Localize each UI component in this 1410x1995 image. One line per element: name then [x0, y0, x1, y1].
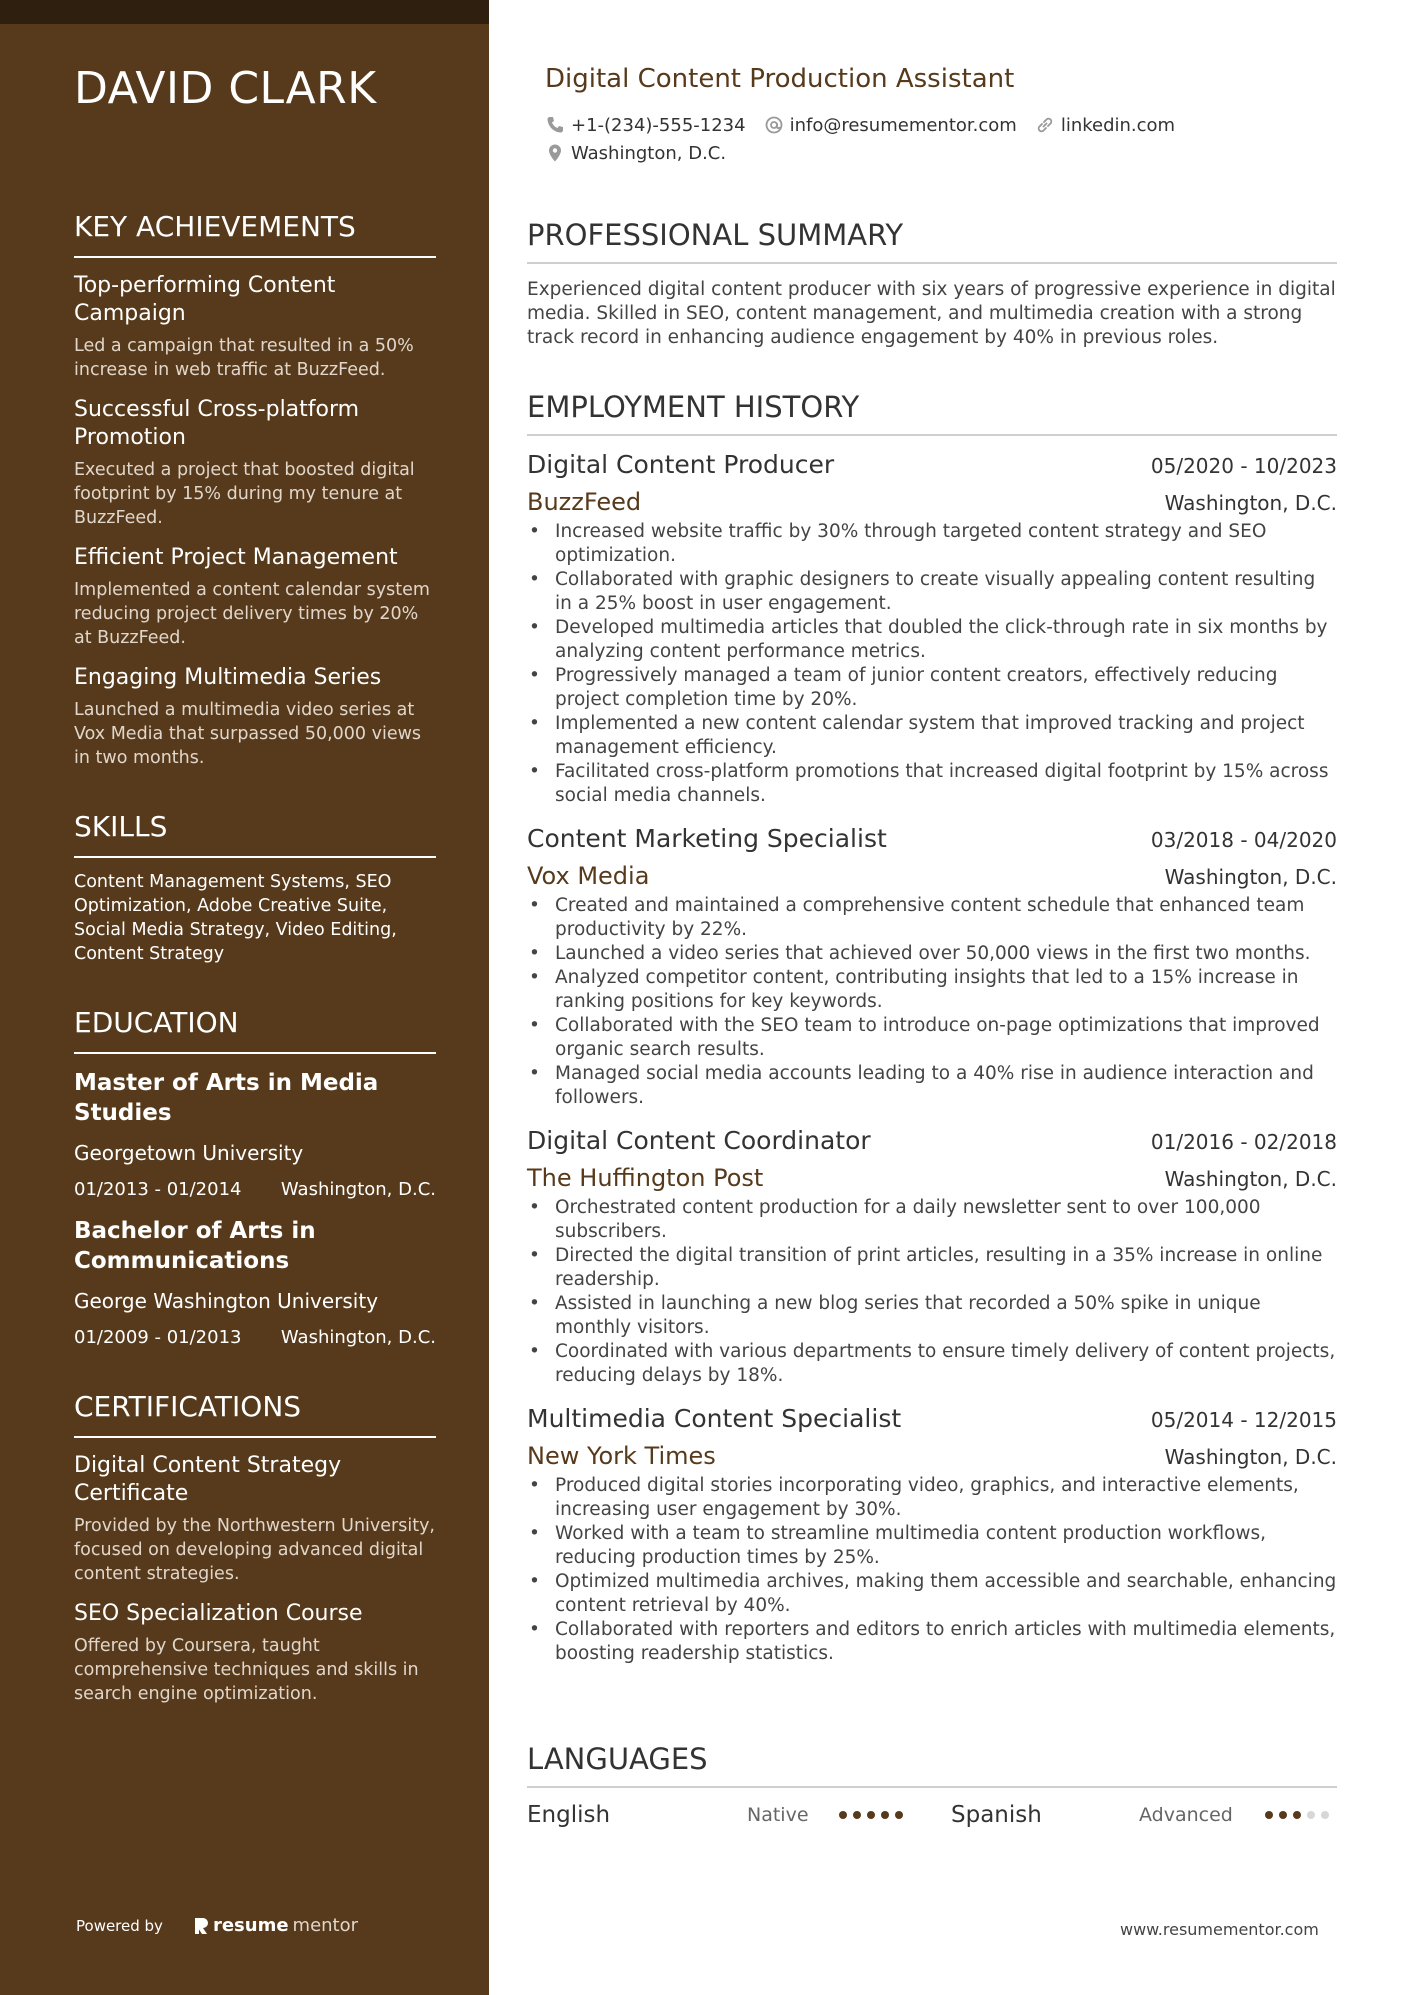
summary-text: Experienced digital content producer with six years of progressive experience in digital media. Skilled in SEO, content management, and multimedia creation with a strong track record in enhancing audience engagement by 40% in previous roles.: [527, 279, 1336, 348]
job-role: Digital Content Producer: [527, 450, 835, 479]
location-pin-icon: [545, 143, 565, 163]
job-bullet: • Directed the digital transition of print articles, resulting in a 35% increase in online readership.: [527, 1244, 1337, 1292]
job-dates: 05/2020 - 10/2023: [1150, 454, 1337, 478]
skills-section: [74, 810, 436, 966]
job-location: Washington, D.C.: [1164, 865, 1337, 889]
achievement-title: Successful Cross-platform Promotion: [74, 397, 360, 450]
job-bullet: • Assisted in launching a new blog series that recorded a 50% spike in unique monthly visitors.: [527, 1292, 1337, 1340]
job-entry: [527, 448, 1337, 808]
job-bullet: • Developed multimedia articles that doubled the click-through rate in six months by analyzing content performance metrics.: [527, 616, 1337, 664]
certification-title: Digital Content Strategy Certificate: [74, 1453, 342, 1506]
skills-heading: SKILLS: [74, 810, 436, 858]
achievement-title: Top-performing Content Campaign: [74, 273, 336, 326]
education-school: George Washington University: [74, 1289, 379, 1313]
language-rating: [1265, 1811, 1329, 1819]
summary-heading: PROFESSIONAL SUMMARY: [527, 218, 1337, 264]
job-role: Multimedia Content Specialist: [527, 1404, 902, 1433]
rating-dot: [853, 1811, 861, 1819]
rating-dot: [1307, 1811, 1315, 1819]
certification-item: [74, 1452, 436, 1586]
job-company: Vox Media: [527, 862, 650, 890]
achievements-heading: KEY ACHIEVEMENTS: [74, 210, 436, 258]
rating-dot: [1279, 1811, 1287, 1819]
achievements-section: [74, 210, 436, 770]
certifications-section: [74, 1390, 436, 1706]
languages-list: [527, 1802, 1337, 1828]
achievement-item: [74, 272, 436, 382]
contact-linkedin-text: linkedin.com: [1060, 114, 1176, 136]
link-icon: [1035, 115, 1055, 135]
language-name: Spanish: [951, 1802, 1042, 1828]
job-entry: [527, 1402, 1337, 1666]
employment-list: [527, 448, 1337, 1680]
headline: Digital Content Production Assistant: [545, 64, 1015, 94]
resumementor-logo-icon: [193, 1916, 209, 1936]
job-role: Content Marketing Specialist: [527, 824, 887, 853]
rating-dot: [1321, 1811, 1329, 1819]
achievement-desc: Executed a project that boosted digital footprint by 15% during my tenure at BuzzFeed.: [74, 460, 415, 528]
job-bullet: • Orchestrated content production for a daily newsletter sent to over 100,000 subscribers.: [527, 1196, 1337, 1244]
job-bullet: • Coordinated with various departments to ensure timely delivery of content projects, reducing delays by 18%.: [527, 1340, 1337, 1388]
job-dates: 01/2016 - 02/2018: [1150, 1130, 1337, 1154]
achievement-desc: Launched a multimedia video series at Vox Media that surpassed 50,000 views in two months.: [74, 700, 422, 768]
brand-name-light: mentor: [292, 1915, 359, 1936]
achievement-item: [74, 396, 436, 530]
language-rating: [839, 1811, 951, 1819]
job-location: Washington, D.C.: [1164, 1167, 1337, 1191]
education-dates: 01/2009 - 01/2013: [74, 1327, 242, 1348]
rating-dot: [1293, 1811, 1301, 1819]
achievement-title: Efficient Project Management: [74, 545, 398, 570]
language-name: English: [527, 1802, 611, 1828]
rating-dot: [895, 1811, 903, 1819]
achievement-item: [74, 544, 436, 650]
education-location: Washington, D.C.: [280, 1179, 436, 1200]
rating-dot: [867, 1811, 875, 1819]
rating-dot: [881, 1811, 889, 1819]
certification-item: [74, 1600, 436, 1706]
job-bullets: [527, 1196, 1337, 1388]
job-company: BuzzFeed: [527, 488, 642, 516]
phone-icon: [545, 115, 565, 135]
job-bullet: • Produced digital stories incorporating video, graphics, and interactive elements, increasing user engagement by 30%.: [527, 1474, 1337, 1522]
achievement-desc: Led a campaign that resulted in a 50% increase in web traffic at BuzzFeed.: [74, 336, 414, 380]
job-bullet: • Collaborated with the SEO team to introduce on-page optimizations that improved organic search results.: [527, 1014, 1337, 1062]
job-dates: 05/2014 - 12/2015: [1150, 1408, 1337, 1432]
job-bullet: • Managed social media accounts leading to a 40% rise in audience interaction and followers.: [527, 1062, 1337, 1110]
education-item: [74, 1216, 436, 1350]
languages-heading: LANGUAGES: [527, 1742, 1337, 1788]
powered-by-label: Powered by: [76, 1916, 163, 1935]
job-bullet: • Optimized multimedia archives, making them accessible and searchable, enhancing content retrieval by 40%.: [527, 1570, 1337, 1618]
brand-logo[interactable]: [193, 1915, 358, 1936]
job-location: Washington, D.C.: [1164, 491, 1337, 515]
job-bullet: • Collaborated with reporters and editors to enrich articles with multimedia elements, boosting readership statistics.: [527, 1618, 1337, 1666]
candidate-name: DAVID CLARK: [74, 63, 377, 114]
sidebar-content: [74, 60, 436, 1746]
job-bullets: [527, 1474, 1337, 1666]
contact-email-text: info@resumementor.com: [789, 114, 1017, 136]
job-entry: [527, 1124, 1337, 1388]
education-degree: Master of Arts in Media Studies: [74, 1070, 379, 1126]
at-icon: [764, 115, 784, 135]
education-school: Georgetown University: [74, 1141, 304, 1165]
rating-dot: [839, 1811, 847, 1819]
contact-location: [545, 143, 726, 164]
job-location: Washington, D.C.: [1164, 1445, 1337, 1469]
job-company: The Huffington Post: [527, 1164, 764, 1192]
job-bullet: • Created and maintained a comprehensive content schedule that enhanced team productivity by 22%.: [527, 894, 1337, 942]
education-item: [74, 1068, 436, 1202]
certifications-heading: CERTIFICATIONS: [74, 1390, 436, 1438]
powered-by: [76, 1915, 358, 1936]
contact-info: [545, 112, 1325, 168]
job-bullet: • Launched a video series that achieved over 50,000 views in the first two months.: [527, 942, 1337, 966]
job-entry: [527, 822, 1337, 1110]
rating-dot: [1265, 1811, 1273, 1819]
contact-phone-text: +1-(234)-555-1234: [571, 114, 746, 136]
job-bullet: • Collaborated with graphic designers to create visually appealing content resulting in a 25% boost in user engagement.: [527, 568, 1337, 616]
job-bullet: • Progressively managed a team of junior content creators, effectively reducing project completion time by 20%.: [527, 664, 1337, 712]
employment-heading: EMPLOYMENT HISTORY: [527, 390, 1337, 436]
achievement-title: Engaging Multimedia Series: [74, 665, 382, 690]
job-bullets: [527, 520, 1337, 808]
certification-desc: Offered by Coursera, taught comprehensive techniques and skills in search engine optimization.: [74, 1636, 419, 1704]
contact-email[interactable]: [764, 115, 1017, 136]
contact-linkedin[interactable]: [1035, 115, 1175, 136]
job-dates: 03/2018 - 04/2020: [1150, 828, 1337, 852]
job-bullet: • Facilitated cross-platform promotions that increased digital footprint by 15% across social media channels.: [527, 760, 1337, 808]
language-level: Native: [747, 1804, 809, 1826]
contact-location-text: Washington, D.C.: [571, 142, 727, 164]
job-bullet: • Implemented a new content calendar system that improved tracking and project management efficiency.: [527, 712, 1337, 760]
achievement-desc: Implemented a content calendar system reducing project delivery times by 20% at BuzzFeed.: [74, 580, 430, 648]
education-degree: Bachelor of Arts in Communications: [74, 1218, 316, 1274]
education-section: [74, 1006, 436, 1350]
education-location: Washington, D.C.: [280, 1327, 436, 1348]
education-heading: EDUCATION: [74, 1006, 436, 1054]
job-bullets: [527, 894, 1337, 1110]
job-company: New York Times: [527, 1442, 716, 1470]
footer-url[interactable]: www.resumementor.com: [1120, 1920, 1319, 1939]
language-level: Advanced: [1139, 1804, 1233, 1826]
job-bullet: • Worked with a team to streamline multimedia content production workflows, reducing production times by 25%.: [527, 1522, 1337, 1570]
brand-name-bold: resume: [212, 1915, 289, 1936]
certification-desc: Provided by the Northwestern University, focused on developing advanced digital content strategies.: [74, 1516, 435, 1584]
job-bullet: • Analyzed competitor content, contributing insights that led to a 15% increase in ranking positions for key keywords.: [527, 966, 1337, 1014]
sidebar: [0, 0, 489, 1995]
contact-phone[interactable]: [545, 115, 746, 136]
education-dates: 01/2013 - 01/2014: [74, 1179, 242, 1200]
achievement-item: [74, 664, 436, 770]
certification-title: SEO Specialization Course: [74, 1601, 363, 1626]
sidebar-top-strip: [0, 0, 489, 24]
job-bullet: • Increased website traffic by 30% through targeted content strategy and SEO optimization.: [527, 520, 1337, 568]
job-role: Digital Content Coordinator: [527, 1126, 871, 1155]
skills-list: Content Management Systems, SEO Optimization, Adobe Creative Suite, Social Media Strategy, Video Editing, Content Strategy: [74, 872, 397, 964]
